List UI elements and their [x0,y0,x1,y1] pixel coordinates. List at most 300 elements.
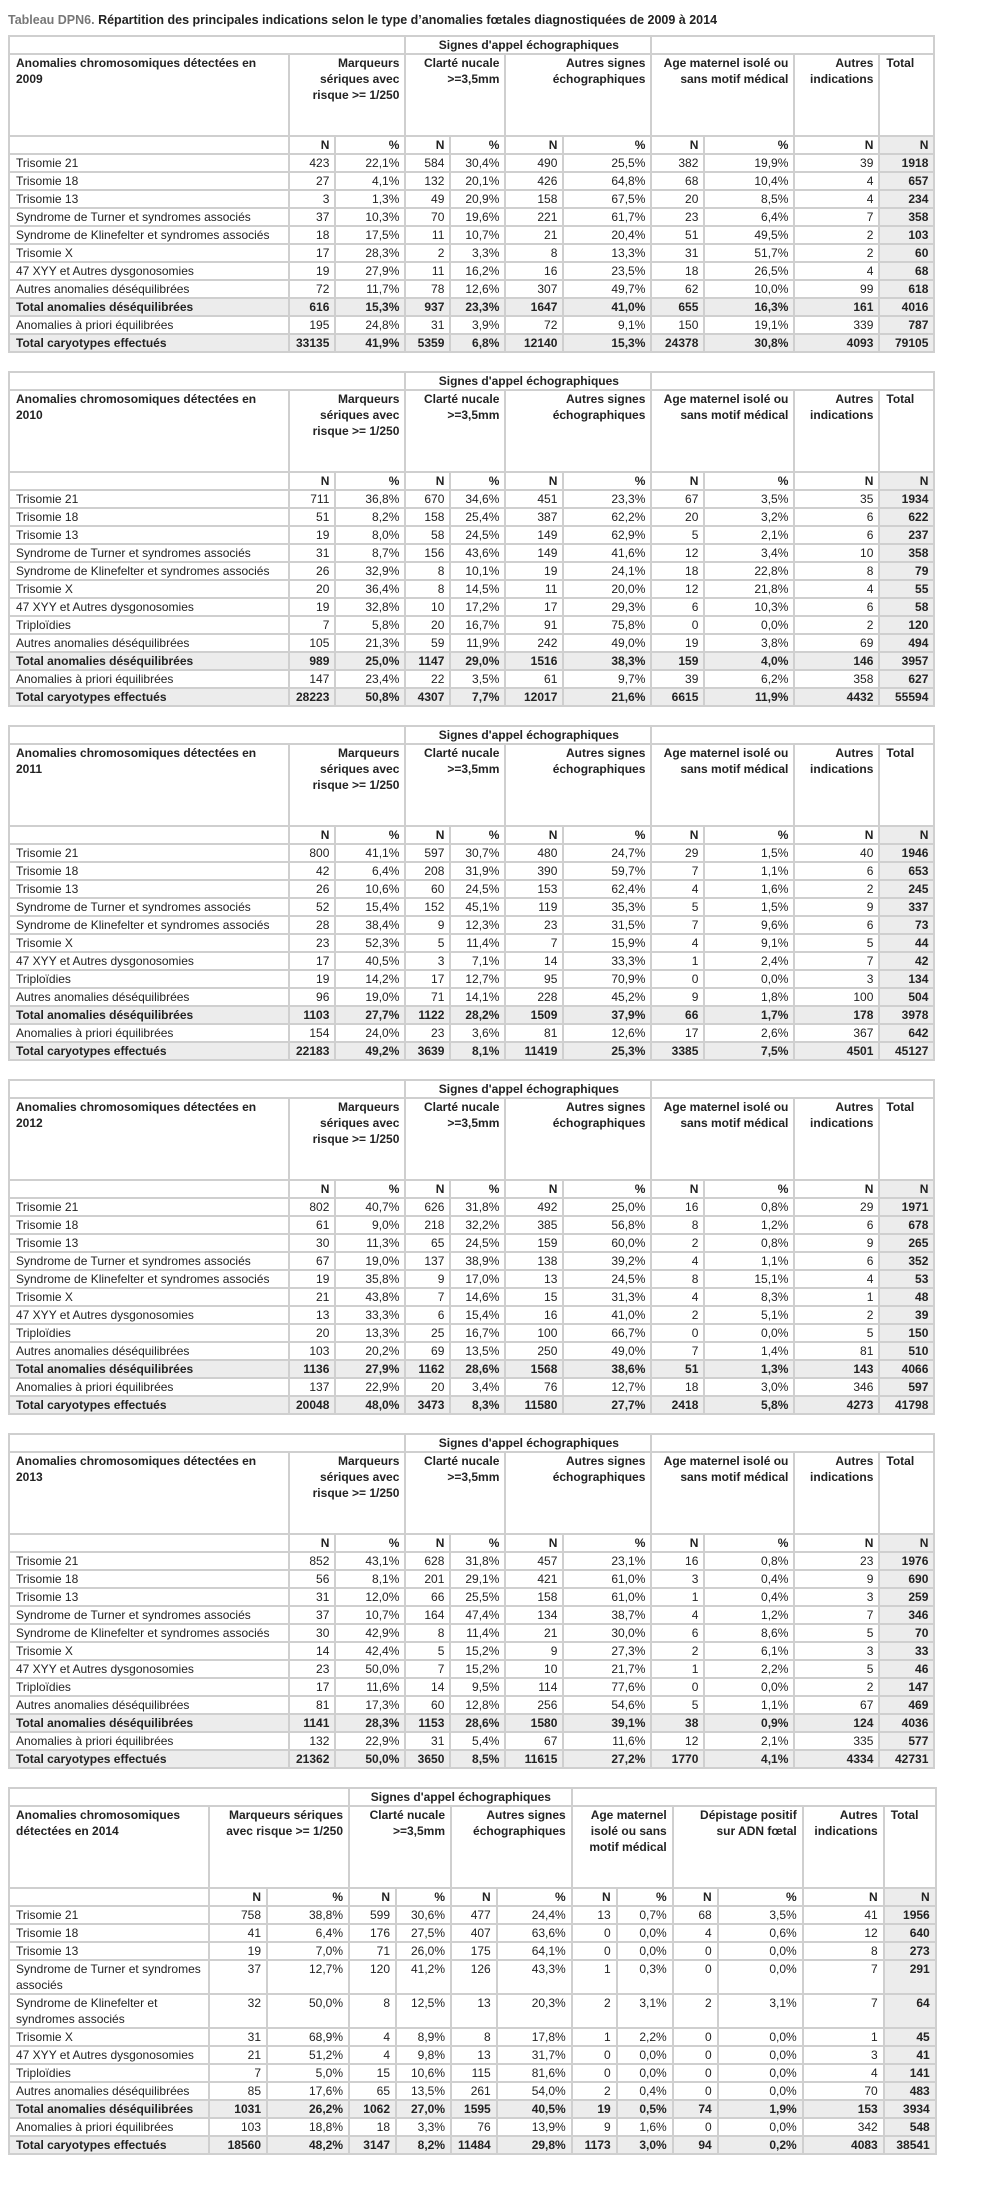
cell-value: 3,6% [450,1024,505,1042]
cell-value: 1153 [405,1714,450,1732]
row-total: 469 [879,1696,934,1714]
row-label: Total caryotypes effectués [9,1396,289,1414]
cell-value: 7 [794,1606,879,1624]
header-clarte-nucale: Clarté nucale >=3,5mm [405,390,505,472]
row-label: Total anomalies déséquilibrées [9,1714,289,1732]
table-row [9,1216,934,1234]
cell-value: 152 [405,898,450,916]
cell-value: 1147 [405,652,450,670]
cell-value: 41,9% [335,334,405,352]
cell-value: 16,7% [450,1324,505,1342]
row-label: Trisomie 18 [9,508,289,526]
subheader-pct: % [704,1180,794,1198]
row-total: 618 [879,280,934,298]
table-row [9,1606,934,1624]
row-label: Total anomalies déséquilibrées [9,652,289,670]
cell-value: 25,5% [563,154,651,172]
cell-value: 29,3% [563,598,651,616]
cell-value: 12,0% [335,1588,405,1606]
cell-value: 154 [289,1024,335,1042]
cell-value: 41 [209,1924,267,1942]
subheader-n: N [505,826,563,844]
cell-value: 1 [651,952,704,970]
cell-value: 12017 [505,688,563,706]
cell-value: 5,4% [450,1732,505,1750]
cell-value: 0,0% [718,1942,803,1960]
row-total: 640 [884,1924,936,1942]
row-label: Trisomie 13 [9,1588,289,1606]
header-autres-signes: Autres signes échographiques [505,390,651,472]
header-blank [9,1788,349,1806]
cell-value: 17 [651,1024,704,1042]
total-row [9,1006,934,1024]
table-row [9,988,934,1006]
row-label: Trisomie 21 [9,1198,289,1216]
cell-value: 6 [794,526,879,544]
cell-value: 7 [794,952,879,970]
header-age-maternel: Age maternel isolé ou sans motif médical [651,1452,794,1534]
cell-value: 195 [289,316,335,334]
row-label: Trisomie 13 [9,1234,289,1252]
subheader-row [9,472,934,490]
cell-value: 0,0% [617,2046,673,2064]
cell-value: 47,4% [450,1606,505,1624]
cell-value: 0,0% [718,2118,803,2136]
cell-value: 19,1% [704,316,794,334]
cell-value: 3 [794,970,879,988]
cell-value: 7 [803,1994,884,2028]
total-row [9,1714,934,1732]
cell-value: 42,9% [335,1624,405,1642]
header-anomalies: Anomalies chromosomiques détectées en 2011 [9,744,289,826]
cell-value: 421 [505,1570,563,1588]
row-label: Trisomie X [9,244,289,262]
table-row [9,154,934,172]
cell-value: 6 [794,1216,879,1234]
cell-value: 56 [289,1570,335,1588]
row-total: 70 [879,1624,934,1642]
cell-value: 61,7% [563,208,651,226]
cell-value: 8 [451,2028,497,2046]
cell-value: 164 [405,1606,450,1624]
cell-value: 26,0% [396,1942,451,1960]
cell-value: 134 [505,1606,563,1624]
table-row [9,952,934,970]
cell-value: 8,2% [396,2136,451,2154]
row-total: 504 [879,988,934,1006]
cell-value: 3,4% [450,1378,505,1396]
total-row [9,2100,936,2118]
row-label: Autres anomalies déséquilibrées [9,634,289,652]
cell-value: 4 [651,1606,704,1624]
row-total: 1918 [879,154,934,172]
cell-value: 4 [794,580,879,598]
cell-value: 132 [289,1732,335,1750]
cell-value: 30,0% [563,1624,651,1642]
row-total: 483 [884,2082,936,2100]
cell-value: 68 [673,1906,718,1924]
header-total: Total [879,1452,934,1534]
subheader-pct: % [450,136,505,154]
cell-value: 8 [405,1624,450,1642]
cell-value: 9 [651,988,704,1006]
cell-value: 31 [651,244,704,262]
table-row [9,862,934,880]
cell-value: 7 [505,934,563,952]
subheader-pct: % [704,472,794,490]
cell-value: 62,2% [563,508,651,526]
cell-value: 103 [209,2118,267,2136]
row-total: 337 [879,898,934,916]
cell-value: 100 [794,988,879,1006]
cell-value: 1647 [505,298,563,316]
cell-value: 67 [289,1252,335,1270]
cell-value: 3147 [349,2136,396,2154]
subheader-n: N [651,826,704,844]
cell-value: 2,1% [704,1732,794,1750]
cell-value: 14,6% [450,1288,505,1306]
cell-value: 43,6% [450,544,505,562]
table-row [9,1270,934,1288]
row-label: Total caryotypes effectués [9,1042,289,1060]
cell-value: 1062 [349,2100,396,2118]
subheader-blank [9,1888,209,1906]
cell-value: 64,1% [497,1942,572,1960]
cell-value: 20048 [289,1396,335,1414]
header-blank [651,1434,934,1452]
cell-value: 4 [651,880,704,898]
cell-value: 670 [405,490,450,508]
table-2014 [8,1787,937,2155]
cell-value: 64,8% [563,172,651,190]
cell-value: 1,9% [718,2100,803,2118]
cell-value: 16,3% [704,298,794,316]
cell-value: 52,3% [335,934,405,952]
row-total: 678 [879,1216,934,1234]
row-total: 234 [879,190,934,208]
row-total: 53 [879,1270,934,1288]
cell-value: 51,2% [267,2046,349,2064]
cell-value: 25 [405,1324,450,1342]
row-label: Trisomie X [9,580,289,598]
cell-value: 12 [803,1924,884,1942]
cell-value: 21 [505,226,563,244]
cell-value: 67,5% [563,190,651,208]
cell-value: 14 [505,952,563,970]
header-anomalies: Anomalies chromosomiques détectées en 2013 [9,1452,289,1534]
cell-value: 59,7% [563,862,651,880]
cell-value: 143 [794,1360,879,1378]
cell-value: 1,1% [704,1696,794,1714]
cell-value: 13 [505,1270,563,1288]
table-row [9,226,934,244]
cell-value: 5,8% [335,616,405,634]
row-total: 46 [879,1660,934,1678]
cell-value: 22 [405,670,450,688]
row-label: Autres anomalies déséquilibrées [9,280,289,298]
row-label: Total caryotypes effectués [9,1750,289,1768]
cell-value: 35,3% [563,898,651,916]
row-total: 48 [879,1288,934,1306]
subheader-row [9,136,934,154]
row-label: Trisomie 21 [9,490,289,508]
caption-text: Répartition des principales indications selon le type d’anomalies fœtales diagnostiquées de 2009 à 2014 [94,13,718,27]
header-age-maternel: Age maternel isolé ou sans motif médical [572,1806,673,1888]
cell-value: 28,6% [450,1360,505,1378]
cell-value: 15,3% [335,298,405,316]
subheader-n: N [209,1888,267,1906]
subheader-n: N [794,1534,879,1552]
cell-value: 78 [405,280,450,298]
subheader-pct: % [563,826,651,844]
cell-value: 339 [794,316,879,334]
cell-value: 2 [572,2082,617,2100]
cell-value: 23 [794,1552,879,1570]
cell-value: 2 [794,1306,879,1324]
cell-value: 1103 [289,1006,335,1024]
cell-value: 70 [803,2082,884,2100]
cell-value: 63,6% [497,1924,572,1942]
cell-value: 18 [349,2118,396,2136]
cell-value: 38,4% [335,916,405,934]
table-row [9,316,934,334]
row-total: 653 [879,862,934,880]
row-label: Syndrome de Turner et syndromes associés [9,898,289,916]
row-label: Total anomalies déséquilibrées [9,298,289,316]
cell-value: 9 [572,2118,617,2136]
cell-value: 29,0% [450,652,505,670]
cell-value: 3 [651,1570,704,1588]
cell-value: 31 [289,544,335,562]
cell-value: 7 [794,208,879,226]
cell-value: 27,7% [335,1006,405,1024]
header-signes-echographiques: Signes d'appel échographiques [405,1080,651,1098]
cell-value: 6 [794,1252,879,1270]
cell-value: 989 [289,652,335,670]
tables-container [0,35,992,2155]
cell-value: 24,1% [563,562,651,580]
row-total: 1971 [879,1198,934,1216]
cell-value: 45,1% [450,898,505,916]
cell-value: 0,0% [718,1960,803,1994]
cell-value: 0,0% [718,2064,803,2082]
cell-value: 24,0% [335,1024,405,1042]
table-row [9,934,934,952]
table-row [9,1678,934,1696]
cell-value: 41,0% [563,1306,651,1324]
cell-value: 15,2% [450,1660,505,1678]
cell-value: 7 [289,616,335,634]
cell-value: 802 [289,1198,335,1216]
cell-value: 137 [289,1378,335,1396]
cell-value: 30,7% [450,844,505,862]
cell-value: 74 [673,2100,718,2118]
cell-value: 61,0% [563,1588,651,1606]
table-row [9,634,934,652]
header-marqueurs-seriques: Marqueurs sériques avec risque >= 1/250 [289,390,405,472]
cell-value: 3,1% [718,1994,803,2028]
row-total: 73 [879,916,934,934]
row-total: 150 [879,1324,934,1342]
cell-value: 8 [349,1994,396,2028]
header-blank [9,1080,405,1098]
cell-value: 49,2% [335,1042,405,1060]
cell-value: 62 [651,280,704,298]
cell-value: 17,8% [497,2028,572,2046]
cell-value: 426 [505,172,563,190]
row-total: 79105 [879,334,934,352]
cell-value: 0 [572,2046,617,2064]
header-anomalies: Anomalies chromosomiques détectées en 2012 [9,1098,289,1180]
cell-value: 19 [289,970,335,988]
cell-value: 2,4% [704,952,794,970]
subheader-n: N [794,472,879,490]
cell-value: 0,0% [617,1924,673,1942]
header-group-row [9,36,934,54]
cell-value: 7,1% [450,952,505,970]
row-total: 120 [879,616,934,634]
row-total: 510 [879,1342,934,1360]
cell-value: 65 [349,2082,396,2100]
cell-value: 4,1% [335,172,405,190]
cell-value: 17 [505,598,563,616]
subheader-pct: % [563,1534,651,1552]
cell-value: 12,6% [450,280,505,298]
row-total: 55594 [879,688,934,706]
cell-value: 17 [405,970,450,988]
row-label: Trisomie 18 [9,1570,289,1588]
cell-value: 3650 [405,1750,450,1768]
cell-value: 50,8% [335,688,405,706]
subheader-n: N [289,1534,335,1552]
subheader-row [9,826,934,844]
cell-value: 21 [505,1624,563,1642]
cell-value: 25,5% [450,1588,505,1606]
cell-value: 1136 [289,1360,335,1378]
cell-value: 32,9% [335,562,405,580]
cell-value: 335 [794,1732,879,1750]
subheader-n: N [651,1534,704,1552]
cell-value: 29,1% [450,1570,505,1588]
cell-value: 12 [651,1732,704,1750]
subheader-n: N [651,472,704,490]
row-label: Triploïdies [9,970,289,988]
cell-value: 24,8% [335,316,405,334]
cell-value: 20 [405,1378,450,1396]
cell-value: 21,8% [704,580,794,598]
cell-value: 250 [505,1342,563,1360]
table-row [9,1906,936,1924]
cell-value: 11419 [505,1042,563,1060]
subheader-pct: % [704,826,794,844]
header-marqueurs-seriques: Marqueurs sériques avec risque >= 1/250 [209,1806,349,1888]
row-label: Autres anomalies déséquilibrées [9,1342,289,1360]
cell-value: 3,0% [617,2136,673,2154]
subheader-pct: % [563,136,651,154]
table-row [9,1924,936,1942]
cell-value: 120 [349,1960,396,1994]
row-total: 577 [879,1732,934,1750]
row-total: 58 [879,598,934,616]
header-blank [651,36,934,54]
cell-value: 31 [209,2028,267,2046]
subheader-pct: % [335,826,405,844]
cell-value: 24,5% [450,526,505,544]
header-signes-echographiques: Signes d'appel échographiques [349,1788,572,1806]
cell-value: 1,3% [335,190,405,208]
cell-value: 62,9% [563,526,651,544]
cell-value: 17,2% [450,598,505,616]
cell-value: 6,4% [704,208,794,226]
cell-value: 16 [505,262,563,280]
row-label: Trisomie 21 [9,1552,289,1570]
table-row [9,1288,934,1306]
cell-value: 115 [451,2064,497,2082]
cell-value: 15,4% [335,898,405,916]
table-row [9,1994,936,2028]
cell-value: 1 [794,1288,879,1306]
total-row [9,688,934,706]
cell-value: 5 [651,1696,704,1714]
cell-value: 4 [651,1288,704,1306]
header-row [9,744,934,826]
cell-value: 23,4% [335,670,405,688]
caption-tag: Tableau DPN6. [8,13,95,27]
cell-value: 1,3% [704,1360,794,1378]
table-row [9,916,934,934]
cell-value: 5 [405,1642,450,1660]
row-total: 4016 [879,298,934,316]
header-group-row [9,1434,934,1452]
row-total: 4066 [879,1360,934,1378]
table-row [9,490,934,508]
row-total: 44 [879,934,934,952]
cell-value: 54,0% [497,2082,572,2100]
cell-value: 38,3% [563,652,651,670]
cell-value: 7,7% [450,688,505,706]
cell-value: 0,0% [704,970,794,988]
cell-value: 81 [794,1342,879,1360]
cell-value: 3,3% [450,244,505,262]
cell-value: 346 [794,1378,879,1396]
row-total: 41 [884,2046,936,2064]
cell-value: 124 [794,1714,879,1732]
row-total: 642 [879,1024,934,1042]
cell-value: 66 [405,1588,450,1606]
cell-value: 41,1% [335,844,405,862]
cell-value: 19 [289,262,335,280]
cell-value: 22,9% [335,1732,405,1750]
cell-value: 15 [505,1288,563,1306]
cell-value: 382 [651,154,704,172]
row-label: Trisomie 18 [9,172,289,190]
cell-value: 31 [405,1732,450,1750]
cell-value: 2 [794,244,879,262]
cell-value: 10 [794,544,879,562]
cell-value: 20,4% [563,226,651,244]
cell-value: 1162 [405,1360,450,1378]
subheader-pct: % [335,472,405,490]
cell-value: 50,0% [267,1994,349,2028]
subheader-pct: % [450,472,505,490]
row-label: Trisomie 21 [9,154,289,172]
cell-value: 22,8% [704,562,794,580]
row-total: 627 [879,670,934,688]
cell-value: 0 [651,1678,704,1696]
cell-value: 4083 [803,2136,884,2154]
cell-value: 0,0% [704,1678,794,1696]
cell-value: 24,5% [450,880,505,898]
